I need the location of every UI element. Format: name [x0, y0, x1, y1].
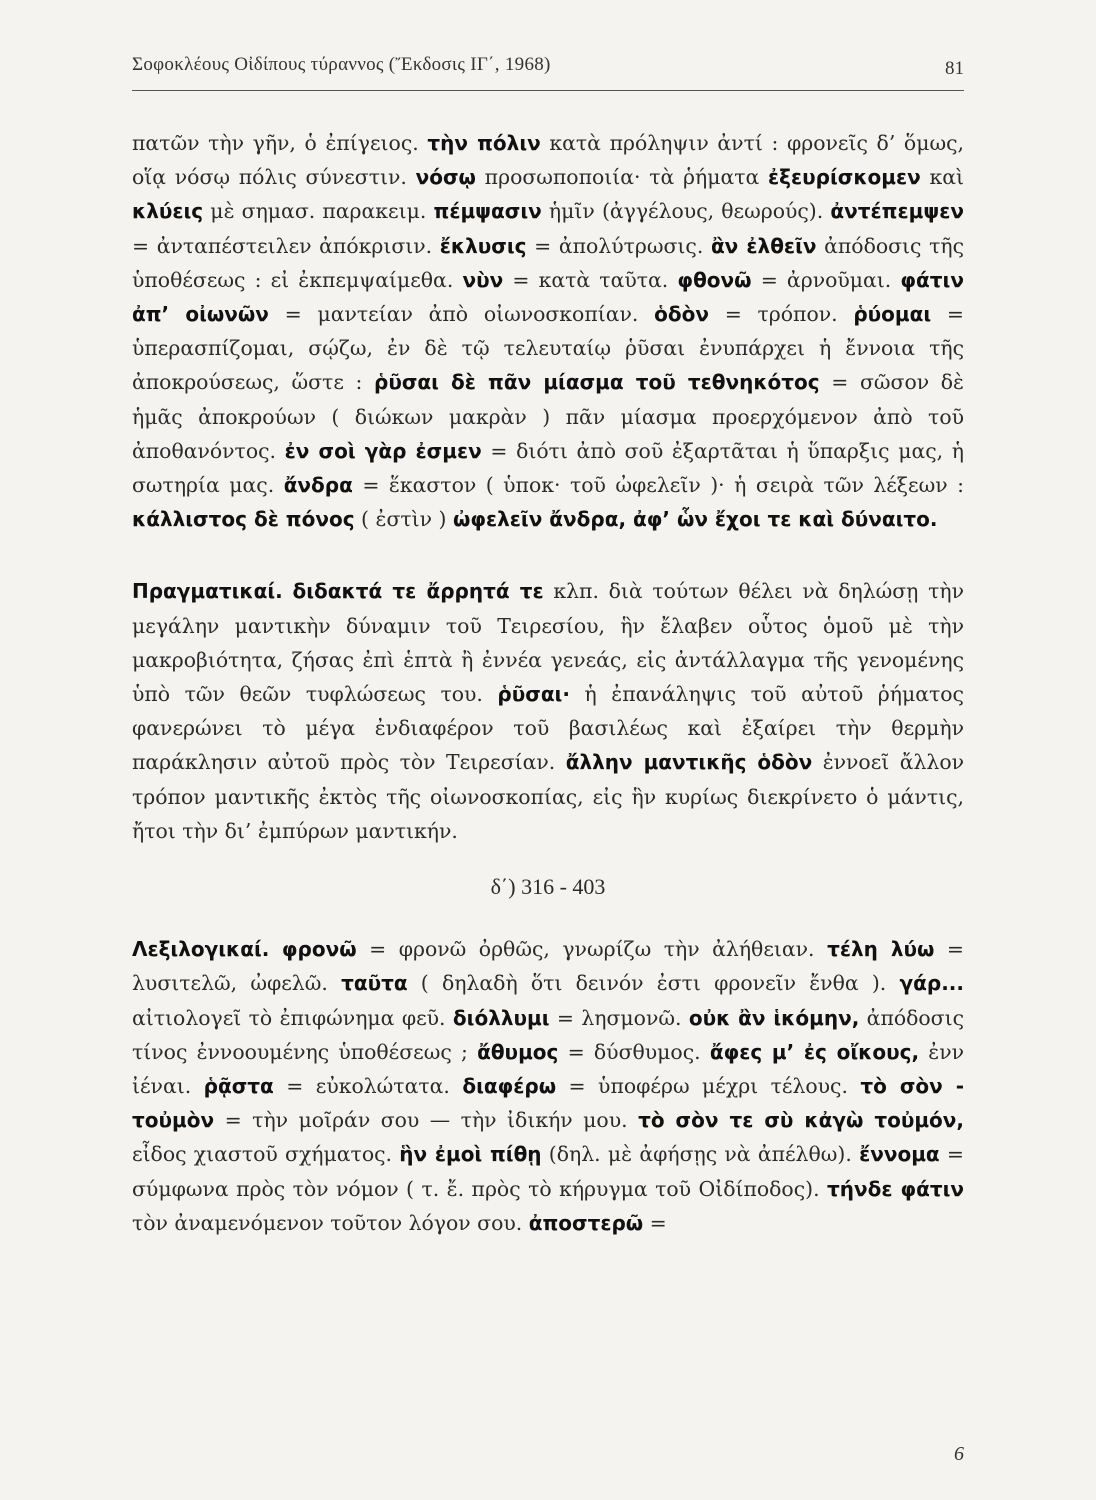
commentary-text: = εὐκολώτατα.: [273, 1074, 463, 1099]
commentary-text: = φρονῶ ὀρθῶς, γνωρίζω τὴν ἀλήθειαν.: [356, 937, 828, 962]
lemma-term: ἄλλην μαντικῆς ὁδὸν: [565, 750, 813, 775]
commentary-text: ( ἐστὶν ): [354, 507, 453, 532]
lemma-term: ἄνδρα: [283, 473, 353, 498]
lemma-term: Λεξιλογικαί.: [132, 937, 270, 962]
commentary-text: = διότι ἀπὸ σοῦ ἐξαρτᾶται ἡ ὕπαρξις μας, ἡ σωτηρία μας.: [132, 438, 964, 498]
lemma-term: διαφέρω: [462, 1074, 557, 1099]
lemma-term: οὐκ ἂν ἱκόμην,: [688, 1005, 860, 1030]
lemma-term: νόσῳ: [415, 165, 476, 190]
page-header: [132, 46, 964, 91]
commentary-text: = τὴν μοῖράν σου — τὴν ἰδικήν μου.: [214, 1108, 639, 1133]
commentary-text: ( δηλαδὴ ὅτι δεινόν ἐστι φρονεῖν ἔνθα ).: [407, 971, 900, 996]
lemma-term: ἔννομα: [859, 1142, 940, 1167]
lemma-term: φρονῶ: [281, 937, 357, 962]
lemma-term: ὁδὸν: [654, 302, 709, 327]
commentary-text: καὶ: [920, 165, 965, 190]
lemma-term: ἀντέπεμψεν: [830, 199, 964, 224]
lemma-term: διδακτά τε ἄρρητά τε: [292, 579, 544, 604]
lemma-term: ἐν σοὶ γὰρ ἐσμεν: [284, 438, 482, 463]
lemma-term: ταῦτα: [341, 971, 408, 996]
commentary-text: = ὑπερασπίζομαι, σῴζω, ἐν δὲ τῷ τελευταίῳ ῥῦσαι ἐνυπάρχει ἡ ἔννοια τῆς ἀποκρούσεως, ὥστε :: [132, 302, 964, 395]
commentary-text: αἰτιολογεῖ τὸ ἐπιφώνημα φεῦ.: [132, 1005, 453, 1030]
commentary-text: ἡμῖν (ἀγγέλους, θεωρούς).: [541, 199, 831, 224]
commentary-text: ἡ ἐπανάληψις τοῦ αὐτοῦ ῥήματος φανερώνει τὸ μέγα ἐνδιαφέρον τοῦ βασιλέως καὶ ἐξαίρει τὴν θερμὴν παράκλησιν αὐτοῦ πρὸς τὸν Τειρεσίαν.: [132, 682, 964, 775]
lemma-term: ἄφες μ’ ἐς οἴκους,: [709, 1039, 920, 1064]
lemma-term: τέλη λύω: [827, 937, 935, 962]
commentary-text: ἀπόδοσις τίνος ἐννοουμένης ὑποθέσεως ;: [132, 1005, 965, 1064]
commentary-text: = ὑποφέρω μέχρι τέλους.: [556, 1074, 861, 1099]
lemma-term: τὸ σὸν τε σὺ κἀγὼ τοὐμόν,: [638, 1108, 965, 1133]
lemma-term: φθονῶ: [677, 267, 752, 292]
lemma-term: πέμψασιν: [433, 199, 542, 224]
commentary-text: ἐνν ἰέναι.: [132, 1039, 964, 1099]
lemma-term: ἂν ἐλθεῖν: [710, 233, 817, 258]
commentary-text: = ἀρνοῦμαι.: [751, 267, 901, 292]
lemma-term: κάλλιστος δὲ πόνος: [132, 507, 355, 532]
lemma-term: Πραγματικαί.: [132, 579, 283, 604]
commentary-paragraph-1: [132, 126, 964, 536]
lemma-term: φάτιν ἀπ’ οἰωνῶν: [132, 267, 964, 327]
commentary-text: κλπ. διὰ τούτων θέλει νὰ δηλώσῃ τὴν μεγάλην μαντικὴν δύναμιν τοῦ Τειρεσίου, ἣν ἔλαβεν οὗτος ὁμοῦ μὲ τὴν μακροβιότητα, ζήσας ἐπὶ ἑπτὰ ἢ ἐννέα γενεάς, εἰς ἀντάλλαγμα τῆς γενομένης ὑπὸ τῶν θεῶν τυφλώσεως του.: [132, 579, 964, 707]
commentary-text: ἀπόδοσις τῆς ὑποθέσεως : εἰ ἐκπεμψαίμεθα.: [132, 233, 965, 292]
lemma-term: ἣν ἐμοὶ πίθῃ: [399, 1142, 542, 1167]
commentary-text: κατὰ πρόληψιν ἀντί : φρονεῖς δ’ ὅμως, οἵᾳ νόσῳ πόλις σύνεστιν.: [132, 131, 964, 190]
commentary-text: [269, 937, 282, 961]
lemma-term: ῥῦσαι·: [497, 682, 570, 707]
lemma-term: ὠφελεῖν ἄνδρα, ἀφ’ ὧν ἔχοι τε καὶ δύναιτο.: [452, 507, 938, 532]
commentary-text: τὸν ἀναμενόμενον τοῦτον λόγον σου.: [132, 1210, 529, 1235]
lemma-term: ἔκλυσις: [439, 233, 527, 258]
lemma-term: τὸ σὸν - τοὐμὸν: [132, 1074, 964, 1133]
commentary-text: = σύμφωνα πρὸς τὸν νόμον ( τ. ἔ. πρὸς τὸ κήρυγμα τοῦ Οἰδίποδος).: [132, 1142, 964, 1201]
lemma-term: κλύεις: [132, 199, 204, 224]
commentary-text: ἐννοεῖ ἄλλον τρόπον μαντικῆς ἐκτὸς τῆς οἰωνοσκοπίας, εἰς ἣν κυρίως διεκρίνετο ὁ μάντις, ἤτοι τὴν δι’ ἐμπύρων μαντικήν.: [132, 750, 964, 843]
section-heading: δ΄) 316 - 403: [490, 874, 606, 900]
commentary-text: = λησμονῶ.: [549, 1005, 689, 1030]
lemma-term: τὴν πόλιν: [427, 131, 541, 155]
lemma-term: ῥῦσαι δὲ πᾶν μίασμα τοῦ τεθνηκότος: [374, 370, 820, 395]
commentary-text: = τρόπον.: [708, 302, 854, 327]
signature-mark: 6: [954, 1443, 964, 1465]
commentary-body: [132, 126, 964, 1240]
lemma-term: ἀποστερῶ: [528, 1210, 644, 1235]
lemma-term: ῥᾷστα: [203, 1074, 274, 1099]
lemma-term: τήνδε φάτιν: [827, 1176, 965, 1201]
lemma-term: ῥύομαι: [853, 302, 932, 327]
commentary-text: =: [643, 1210, 667, 1235]
commentary-text: πατῶν τὴν γῆν, ὁ ἐπίγειος.: [132, 131, 428, 155]
commentary-text: (δηλ. μὲ ἀφήσῃς νὰ ἀπέλθω).: [541, 1142, 860, 1167]
page-number: 81: [945, 58, 964, 79]
commentary-text: = ἕκαστον ( ὑποκ· τοῦ ὠφελεῖν )· ἡ σειρὰ τῶν λέξεων :: [352, 473, 964, 498]
lemma-term: νὺν: [462, 267, 504, 292]
commentary-text: = κατὰ ταῦτα.: [503, 267, 678, 292]
commentary-paragraph-2: [132, 574, 964, 848]
commentary-text: = λυσιτελῶ, ὠφελῶ.: [132, 937, 964, 996]
commentary-text: = μαντείαν ἀπὸ οἰωνοσκοπίαν.: [268, 302, 655, 327]
commentary-text: = ἀπολύτρωσις.: [526, 233, 711, 258]
lemma-term: διόλλυμι: [452, 1005, 550, 1030]
commentary-text: = δύσθυμος.: [558, 1039, 710, 1064]
commentary-text: μὲ σημασ. παρακειμ.: [203, 199, 434, 224]
running-title: Σοφοκλέους Οἰδίπους τύραννος (Ἔκδοσις ΙΓ΄, 1968): [132, 54, 551, 75]
commentary-paragraph-3: [132, 932, 964, 1240]
lemma-term: ἐξευρίσκομεν: [768, 165, 921, 190]
commentary-text: = ἀνταπέστειλεν ἀπόκρισιν.: [132, 233, 440, 258]
commentary-text: προσωποποιία· τὰ ῥήματα: [475, 165, 769, 190]
lemma-term: γάρ...: [899, 971, 964, 996]
commentary-text: εἶδος χιαστοῦ σχήματος.: [132, 1142, 400, 1167]
lemma-term: ἄθυμος: [477, 1039, 559, 1064]
commentary-text: = σῶσον δὲ ἡμᾶς ἀποκρούων ( διώκων μακρὰν ) πᾶν μίασμα προερχόμενον ἀπὸ τοῦ ἀποθανόντος.: [132, 370, 965, 463]
